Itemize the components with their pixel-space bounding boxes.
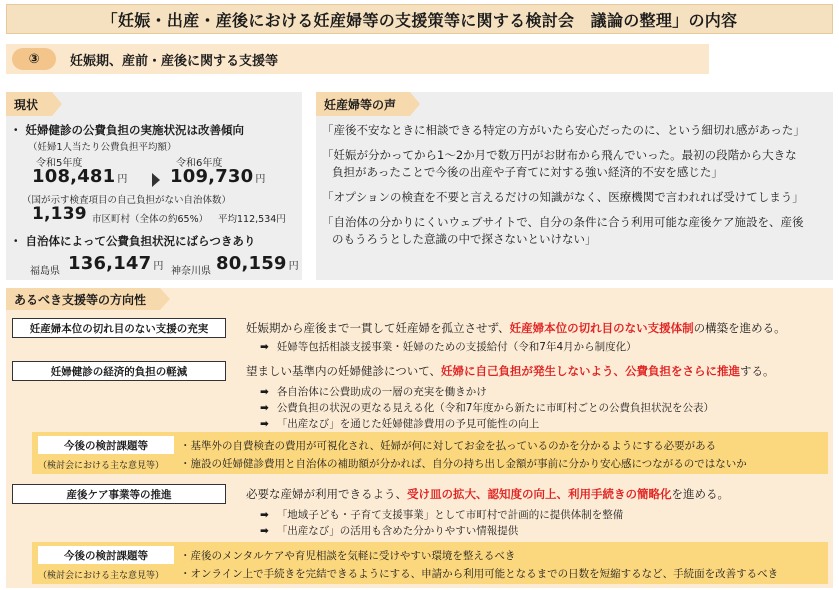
arrow-right-icon: ➡ bbox=[260, 525, 269, 537]
issue2-sublabel: （検討会における主な意見等） bbox=[38, 571, 165, 581]
arrow-right-icon: ➡ bbox=[260, 402, 269, 414]
item2-text-pre: 望ましい基準内の妊婦健診について、 bbox=[246, 364, 442, 378]
item3-label: 産後ケア事業等の推進 bbox=[12, 484, 226, 504]
section-header bbox=[6, 44, 709, 74]
item1-text-emphasis: 妊産婦本位の切れ目のない支援体制 bbox=[509, 321, 694, 335]
item2-sub-2 bbox=[260, 400, 714, 415]
item1-sub-1-text: 妊婦等包括相談支援事業・妊婦のための支援給付（令和7年4月から制度化） bbox=[276, 341, 637, 353]
issue2-box bbox=[32, 542, 828, 584]
voice-quote-2b: 負担があったことで今後の出産や子育てに対する強い経済的不安を感じた」 bbox=[332, 165, 723, 179]
issue2-text-1: ・産後のメンタルケアや育児相談を気軽に受けやすい環境を整えるべき bbox=[180, 550, 516, 562]
issue2-text-2: ・オンライン上で手続きを完結できるようにする、申請から利用可能となるまでの日数を短縮するなど、手続面を改善するべき bbox=[180, 568, 779, 580]
r6-value bbox=[170, 166, 266, 187]
r5-number: 108,481 bbox=[32, 166, 116, 187]
item1-sub-1 bbox=[260, 339, 637, 354]
issue1-label: 今後の検討課題等 bbox=[38, 436, 174, 454]
item1-text-post: の構築を進める。 bbox=[693, 321, 786, 335]
pref1-unit: 円 bbox=[153, 261, 164, 272]
section-title: 妊娠期、産前・産後に関する支援等 bbox=[70, 53, 279, 69]
item3-text-post: を進める。 bbox=[671, 487, 729, 501]
arrow-right-icon: ➡ bbox=[260, 509, 269, 521]
voices-panel bbox=[316, 92, 833, 280]
pref1-number: 136,147 bbox=[68, 253, 152, 274]
current-status-panel bbox=[6, 92, 302, 280]
pref1-label: 福島県 bbox=[30, 266, 60, 277]
item2-label: 妊婦健診の経済的負担の軽減 bbox=[12, 361, 226, 381]
r5-value bbox=[32, 166, 128, 187]
pref2-label: 神奈川県 bbox=[171, 266, 211, 277]
current-status-tag: 現状 bbox=[6, 92, 52, 116]
direction-tag: あるべき支援等の方向性 bbox=[6, 288, 160, 310]
arrow-right-icon: ➡ bbox=[260, 418, 269, 430]
item2-text-post: する。 bbox=[740, 364, 775, 378]
increase-arrow-icon bbox=[152, 173, 160, 187]
pref1-value bbox=[68, 253, 164, 274]
issue1-text-1: ・基準外の自費検査の費用が可視化され、妊婦が何に対してお金を払っているのかを分かるようにする必要がある bbox=[180, 440, 717, 452]
voice-quote-1: 「産後不安なときに相談できる特定の方がいたら安心だったのに、という細切れ感があった」 bbox=[322, 123, 805, 137]
voice-quote-3: 「オプションの検査を不要と言えるだけの知識がなく、医療機関で言われれば受けてしまう」 bbox=[322, 190, 804, 204]
voice-quote-2a: 「妊娠が分かってから1～2か月で数万円がお財布から飛んでいった。最初の段階から大きな bbox=[322, 148, 797, 162]
r6-unit: 円 bbox=[255, 174, 266, 185]
item3-text bbox=[246, 486, 729, 502]
item2-text bbox=[246, 363, 775, 379]
issue2-label: 今後の検討課題等 bbox=[38, 546, 174, 564]
issue1-text-2: ・施設の妊婦健診費用と自治体の補助額が分かれば、自分の持ち出し金額が事前に分かり安心感につながるのではないか bbox=[180, 458, 747, 470]
item3-sub-2-text: 「出産なび」の活用も含めた分かりやすい情報提供 bbox=[276, 525, 519, 537]
r5-label: 令和5年度 bbox=[36, 158, 83, 169]
pref2-unit: 円 bbox=[288, 261, 299, 272]
item2-sub-3-text: 「出産なび」を通じた妊婦健診費用の予見可能性の向上 bbox=[276, 418, 540, 430]
item2-text-emphasis: 妊婦に自己負担が発生しないよう、公費負担をさらに推進 bbox=[441, 364, 741, 378]
section-number-badge: ③ bbox=[12, 48, 56, 70]
pref2-number: 80,159 bbox=[216, 253, 287, 274]
arrow-right-icon: ➡ bbox=[260, 341, 269, 353]
item3-sub-2 bbox=[260, 523, 518, 538]
r5-unit: 円 bbox=[117, 174, 128, 185]
arrow-right-icon: ➡ bbox=[260, 386, 269, 398]
item1-text-pre: 妊娠期から産後まで一貫して妊産婦を孤立させず、 bbox=[246, 321, 510, 335]
municipality-note: （国が示す検査項目の自己負担がない自治体数） bbox=[22, 195, 232, 206]
item3-text-pre: 必要な産婦が利用できるよう、 bbox=[246, 487, 407, 501]
item2-sub-1-text: 各自治体に公費助成の一層の充実を働きかけ bbox=[276, 386, 487, 398]
item2-sub-2-text: 公費負担の状況の更なる見える化（令和7年度から新たに市町村ごとの公費負担状況を公表） bbox=[276, 402, 714, 414]
item2-sub-1 bbox=[260, 384, 487, 399]
issue1-box bbox=[32, 432, 828, 474]
r6-number: 109,730 bbox=[170, 166, 254, 187]
issue1-sublabel: （検討会における主な意見等） bbox=[38, 461, 165, 471]
page-title: 「妊娠・出産・産後における妊産婦等の支援策等に関する検討会 議論の整理」の内容 bbox=[6, 4, 833, 34]
r6-label: 令和6年度 bbox=[176, 158, 223, 169]
voice-quote-4b: のもうろうとした意識の中で探さないといけない」 bbox=[332, 232, 597, 246]
item1-text bbox=[246, 320, 786, 336]
pref2-value bbox=[216, 253, 299, 274]
item3-sub-1-text: 「地域子ども・子育て支援事業」として市町村で計画的に提供体制を整備 bbox=[276, 509, 624, 521]
municipality-average: 平均112,534円 bbox=[218, 214, 286, 225]
item3-text-emphasis: 受け皿の拡大、認知度の向上、利用手続きの簡略化 bbox=[407, 487, 672, 501]
current-bullet-2: ・ 自治体によって公費負担状況にばらつきあり bbox=[10, 234, 256, 248]
municipality-detail: 市区町村（全体の約65%） bbox=[92, 214, 209, 225]
item2-sub-3 bbox=[260, 416, 539, 431]
item1-label: 妊産婦本位の切れ目のない支援の充実 bbox=[12, 318, 226, 338]
voices-tag: 妊産婦等の声 bbox=[316, 92, 410, 116]
voice-quote-4a: 「自治体の分かりにくいウェブサイトで、自分の条件に合う利用可能な産後ケア施設を、産後 bbox=[322, 215, 804, 229]
direction-section bbox=[6, 288, 833, 588]
average-note: （妊婦1人当たり公費負担平均額） bbox=[28, 142, 177, 153]
item3-sub-1 bbox=[260, 507, 623, 522]
municipality-count: 1,139 bbox=[32, 204, 87, 224]
current-bullet-1: ・ 妊婦健診の公費負担の実施状況は改善傾向 bbox=[10, 123, 245, 137]
